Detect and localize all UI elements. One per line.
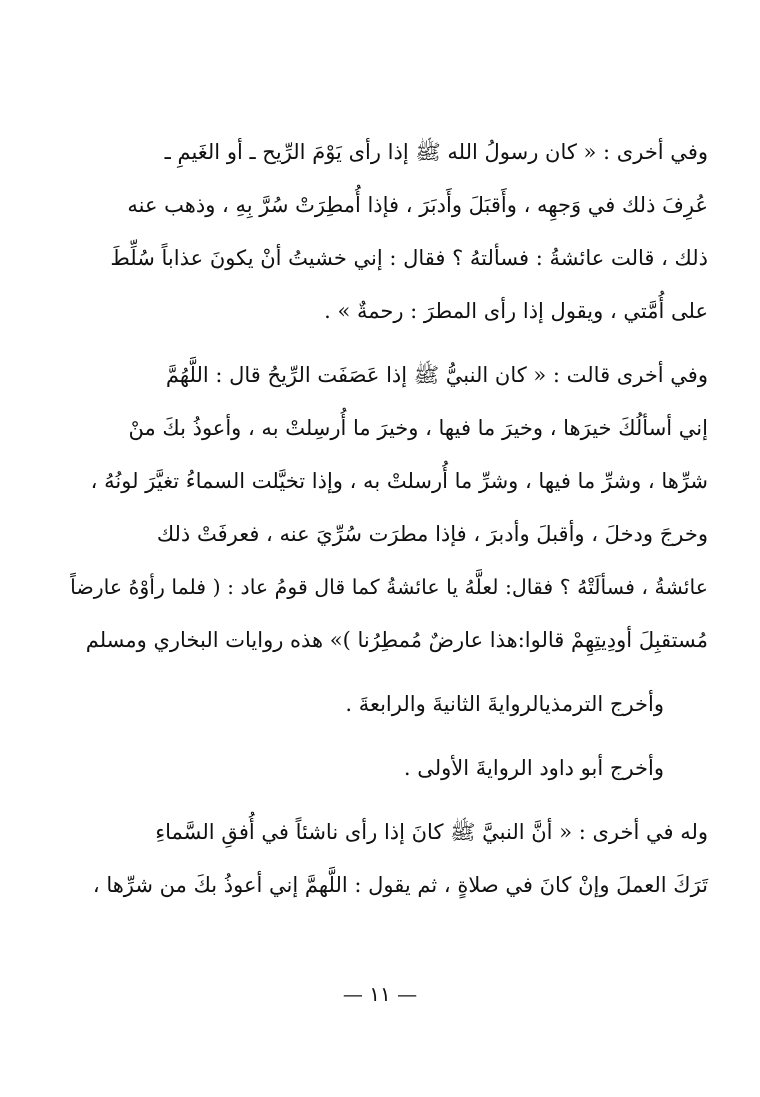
text-line: عائشةُ ، فسألَتْهُ ؟ فقال: لعلَّهُ يا عائشةُ كما قال قومُ عاد : ( فلما رأوْهُ عارضاً bbox=[70, 575, 708, 599]
text-line: وفي أخرى : « كان رسولُ الله ﷺ إذا رأى يَوْمَ الرِّيح ـ أو الغَيمِ ـ bbox=[164, 140, 708, 164]
text-line: وأخرج الترمذيالروايةَ الثانيةَ والرابعةَ . bbox=[345, 692, 664, 716]
paragraph-2 bbox=[62, 349, 708, 667]
text-line: إني أسألُكَ خيرَها ، وخيرَ ما فيها ، وخيرَ ما أُرسِلتْ به ، وأعوذُ بكَ منْ bbox=[128, 416, 708, 440]
paragraph-3 bbox=[62, 678, 708, 731]
text-line: مُستقبِلَ أودِيتِهِمْ قالوا:هذا عارضٌ مُمطِرُنا )» هذه روايات البخاري ومسلم bbox=[85, 628, 708, 652]
page-body bbox=[62, 126, 708, 912]
text-line: ذلك ، قالت عائشةُ : فسألتهُ ؟ فقال : إني خشيتُ أنْ يكونَ عذاباً سُلِّطَ bbox=[110, 246, 708, 270]
text-line: وأخرج أبو داود الروايةَ الأولى . bbox=[403, 756, 664, 780]
text-line: وفي أخرى قالت : « كان النبيُّ ﷺ إذا عَصَفَت الرِّيحُ قال : اللَّهُمَّ bbox=[165, 363, 708, 387]
paragraph-1 bbox=[62, 126, 708, 338]
text-line: تَرَكَ العملَ وإنْ كانَ في صلاةٍ ، ثم يقول : اللَّهمَّ إني أعوذُ بكَ من شرِّها ، bbox=[92, 873, 708, 897]
paragraph-4 bbox=[62, 742, 708, 795]
text-line: وخرجَ ودخلَ ، وأقبلَ وأدبرَ ، فإذا مطرَت سُرِّيَ عنه ، فعرفَتْ ذلك bbox=[156, 522, 708, 546]
page-number: — ١١ — bbox=[342, 982, 418, 1006]
text-line: شرِّها ، وشرِّ ما فيها ، وشرِّ ما أُرسلتْ به ، وإذا تخيَّلت السماءُ تغيَّرَ لونُهُ ، bbox=[90, 469, 708, 493]
text-line: عُرِفَ ذلك في وَجهِه ، وأَقبَلَ وأَدبَرَ ، فإذا أُمطِرَتْ سُرَّ بِهِ ، وذهب عنه bbox=[127, 193, 708, 217]
text-line: على أُمَّتي ، ويقول إذا رأى المطرَ : رحمةٌ » . bbox=[324, 299, 708, 323]
text-line: وله في أخرى : « أنَّ النبيَّ ﷺ كانَ إذا رأى ناشئاً في أُفقِ السَّماءِ bbox=[155, 820, 708, 844]
paragraph-5 bbox=[62, 806, 708, 912]
